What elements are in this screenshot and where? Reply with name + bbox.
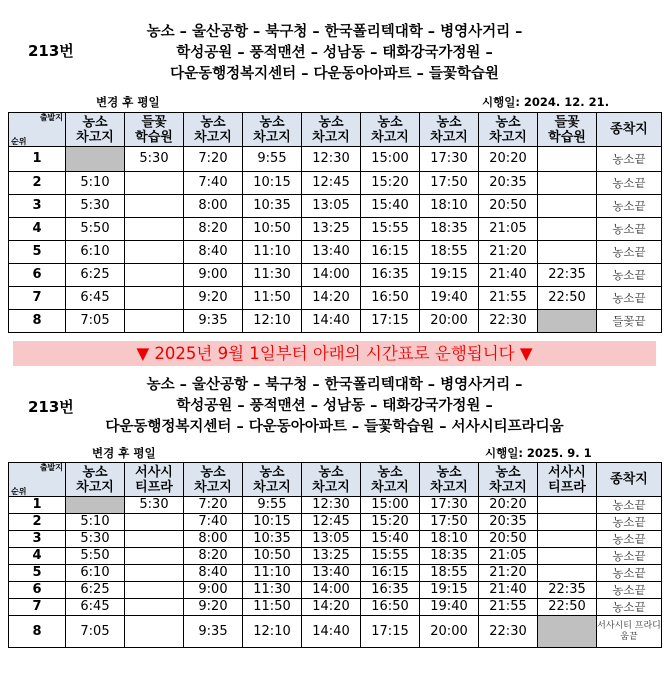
time-cell: 12:45 (302, 514, 361, 531)
time-cell: 11:50 (243, 287, 302, 310)
time-cell: 9:20 (184, 287, 243, 310)
column-header-text: 농소 (436, 464, 462, 480)
column-header-text: 차고지 (371, 479, 409, 495)
time-cell: 16:50 (361, 287, 420, 310)
time-cell: 15:20 (361, 514, 420, 531)
time-cell: 10:15 (243, 172, 302, 195)
column-header (361, 463, 420, 497)
column-header (125, 113, 184, 147)
time-cell: 14:00 (302, 582, 361, 599)
time-cell: 13:25 (302, 218, 361, 241)
column-header-text: 들꽃 (554, 114, 580, 130)
time-cell: 22:30 (479, 310, 538, 333)
time-cell (66, 497, 125, 514)
table-row (9, 599, 662, 616)
time-cell: 7:05 (66, 616, 125, 648)
destination-cell: 서사시티 프라디움끝 (597, 616, 662, 648)
row-number: 7 (9, 287, 66, 310)
time-cell: 13:25 (302, 548, 361, 565)
time-cell: 15:00 (361, 497, 420, 514)
time-cell: 9:35 (184, 616, 243, 648)
time-cell: 11:10 (243, 565, 302, 582)
time-cell: 21:55 (479, 599, 538, 616)
destination-cell: 농소끝 (597, 264, 662, 287)
time-cell: 21:20 (479, 241, 538, 264)
table-row (9, 616, 662, 648)
time-cell: 6:45 (66, 287, 125, 310)
time-cell (125, 531, 184, 548)
time-cell: 9:35 (184, 310, 243, 333)
time-cell: 21:55 (479, 287, 538, 310)
table-row (9, 497, 662, 514)
corner-header-cell (9, 113, 66, 147)
time-cell: 18:10 (420, 531, 479, 548)
route-stops-line-3: 다운동행정복지센터 – 다운동아아파트 – 들꽃학습원 (170, 66, 499, 82)
schedule-change-banner: ▼ 2025년 9월 1일부터 아래의 시간표로 운행됩니다 ▼ (13, 341, 656, 366)
time-cell: 17:30 (420, 497, 479, 514)
column-header-text: 농소 (200, 114, 226, 130)
column-header-text: 차고지 (76, 129, 114, 145)
column-header (479, 463, 538, 497)
time-cell (538, 497, 597, 514)
time-cell: 16:35 (361, 264, 420, 287)
time-cell: 14:00 (302, 264, 361, 287)
time-cell: 20:35 (479, 514, 538, 531)
time-cell (538, 531, 597, 548)
time-cell: 13:40 (302, 241, 361, 264)
time-cell (538, 147, 597, 172)
route-stops-new-line-3: 다운동행정복지센터 – 다운동아아파트 – 들꽃학습원 – 서사시티프라디움 (105, 419, 564, 435)
time-cell: 8:00 (184, 531, 243, 548)
destination-cell: 농소끝 (597, 599, 662, 616)
column-header-text: 농소 (259, 464, 285, 480)
time-cell: 12:30 (302, 147, 361, 172)
column-header-text: 농소 (377, 114, 403, 130)
column-header-text: 종착지 (610, 122, 648, 137)
time-cell: 9:00 (184, 264, 243, 287)
time-cell (538, 616, 597, 648)
route-stops-line-2: 학성공원 – 풍적맨션 – 성남동 – 태화강국가정원 – (176, 45, 493, 61)
route-stops-line-1: 농소 – 울산공항 – 북구청 – 한국폴리텍대학 – 병영사거리 – (146, 24, 523, 40)
time-cell (125, 310, 184, 333)
time-cell: 9:55 (243, 147, 302, 172)
time-cell (538, 172, 597, 195)
time-cell: 20:00 (420, 310, 479, 333)
column-header (125, 463, 184, 497)
effective-date-new: 시행일: 2025. 9. 1 (485, 446, 592, 460)
table-row (9, 565, 662, 582)
table-row (9, 218, 662, 241)
row-number: 1 (9, 497, 66, 514)
column-header-text: 차고지 (312, 129, 350, 145)
corner-departure-label: 출발지 (39, 463, 63, 472)
column-header-text: 차고지 (194, 129, 232, 145)
schedule-type-label-new: 변경 후 평일 (92, 446, 156, 460)
table-row (9, 241, 662, 264)
column-header (184, 463, 243, 497)
time-cell: 5:50 (66, 548, 125, 565)
row-number: 4 (9, 218, 66, 241)
time-cell: 17:30 (420, 147, 479, 172)
row-number: 8 (9, 310, 66, 333)
time-cell: 13:05 (302, 195, 361, 218)
column-header-text: 농소 (495, 464, 521, 480)
time-cell: 10:35 (243, 195, 302, 218)
time-cell: 14:40 (302, 616, 361, 648)
time-cell: 22:50 (538, 287, 597, 310)
time-cell: 16:15 (361, 241, 420, 264)
time-cell: 17:15 (361, 616, 420, 648)
time-cell (125, 218, 184, 241)
time-cell: 11:30 (243, 264, 302, 287)
time-cell: 5:30 (125, 497, 184, 514)
route-stops-new-line-1: 농소 – 울산공항 – 북구청 – 한국폴리텍대학 – 병영사거리 – (146, 377, 523, 393)
time-cell: 12:45 (302, 172, 361, 195)
time-cell: 16:35 (361, 582, 420, 599)
destination-cell: 농소끝 (597, 582, 662, 599)
row-number: 5 (9, 241, 66, 264)
column-header (302, 463, 361, 497)
table-row (9, 582, 662, 599)
column-header-text: 종착지 (610, 472, 648, 487)
time-cell (538, 218, 597, 241)
time-cell: 15:00 (361, 147, 420, 172)
time-cell: 21:40 (479, 264, 538, 287)
destination-cell: 농소끝 (597, 287, 662, 310)
time-cell: 20:00 (420, 616, 479, 648)
destination-cell: 농소끝 (597, 241, 662, 264)
column-header-text: 차고지 (312, 479, 350, 495)
destination-cell: 농소끝 (597, 514, 662, 531)
time-cell: 21:05 (479, 218, 538, 241)
table-row (9, 310, 662, 333)
destination-cell: 농소끝 (597, 195, 662, 218)
time-cell: 7:20 (184, 497, 243, 514)
time-cell: 19:40 (420, 599, 479, 616)
table-row (9, 147, 662, 172)
time-cell: 15:40 (361, 531, 420, 548)
column-header-text: 서사시 (548, 464, 586, 480)
time-cell: 12:10 (243, 310, 302, 333)
column-header (66, 463, 125, 497)
effective-date: 시행일: 2024. 12. 21. (482, 95, 610, 109)
row-number: 5 (9, 565, 66, 582)
time-cell: 22:35 (538, 264, 597, 287)
table-row (9, 195, 662, 218)
column-header-text: 차고지 (194, 479, 232, 495)
column-header (66, 113, 125, 147)
time-cell: 10:50 (243, 218, 302, 241)
time-cell: 13:40 (302, 565, 361, 582)
time-cell (125, 582, 184, 599)
time-cell: 10:15 (243, 514, 302, 531)
time-cell (125, 264, 184, 287)
time-cell: 17:50 (420, 172, 479, 195)
timetable-current (8, 112, 662, 333)
column-header-text: 학습원 (135, 129, 173, 145)
time-cell: 8:20 (184, 548, 243, 565)
time-cell: 20:20 (479, 147, 538, 172)
time-cell: 17:50 (420, 514, 479, 531)
time-cell: 6:45 (66, 599, 125, 616)
column-header-text: 학습원 (548, 129, 586, 145)
corner-departure-label: 출발지 (39, 113, 63, 122)
column-header-text: 차고지 (76, 479, 114, 495)
row-number: 8 (9, 616, 66, 648)
destination-cell: 농소끝 (597, 172, 662, 195)
time-cell: 6:25 (66, 264, 125, 287)
column-header (361, 113, 420, 147)
column-header (420, 113, 479, 147)
time-cell: 10:50 (243, 548, 302, 565)
time-cell (538, 310, 597, 333)
time-cell: 7:40 (184, 172, 243, 195)
time-cell: 18:35 (420, 548, 479, 565)
column-header (420, 463, 479, 497)
time-cell (66, 147, 125, 172)
time-cell: 7:20 (184, 147, 243, 172)
time-cell: 6:10 (66, 241, 125, 264)
table-row (9, 531, 662, 548)
column-header (597, 113, 662, 147)
time-cell: 16:50 (361, 599, 420, 616)
time-cell: 22:35 (538, 582, 597, 599)
time-cell (125, 548, 184, 565)
time-cell: 5:30 (125, 147, 184, 172)
time-cell: 11:50 (243, 599, 302, 616)
time-cell: 7:05 (66, 310, 125, 333)
row-number: 4 (9, 548, 66, 565)
row-number: 6 (9, 582, 66, 599)
time-cell: 11:30 (243, 582, 302, 599)
time-cell: 8:20 (184, 218, 243, 241)
column-header-text: 농소 (318, 114, 344, 130)
time-cell: 5:30 (66, 531, 125, 548)
time-cell: 20:50 (479, 531, 538, 548)
time-cell: 8:40 (184, 241, 243, 264)
time-cell: 9:00 (184, 582, 243, 599)
time-cell (125, 195, 184, 218)
column-header (302, 113, 361, 147)
time-cell: 20:50 (479, 195, 538, 218)
route-number-new: 213번 (28, 398, 74, 416)
time-cell (125, 616, 184, 648)
time-cell: 8:00 (184, 195, 243, 218)
column-header (243, 463, 302, 497)
time-cell: 20:35 (479, 172, 538, 195)
destination-cell: 들꽃끝 (597, 310, 662, 333)
time-cell: 18:10 (420, 195, 479, 218)
time-cell (125, 172, 184, 195)
time-cell (538, 565, 597, 582)
time-cell: 10:35 (243, 531, 302, 548)
time-cell (538, 241, 597, 264)
time-cell: 12:10 (243, 616, 302, 648)
column-header (597, 463, 662, 497)
row-number: 3 (9, 531, 66, 548)
time-cell: 5:30 (66, 195, 125, 218)
time-cell: 18:55 (420, 241, 479, 264)
time-cell: 15:55 (361, 218, 420, 241)
destination-cell: 농소끝 (597, 548, 662, 565)
corner-header-cell (9, 463, 66, 497)
column-header (184, 113, 243, 147)
row-number: 3 (9, 195, 66, 218)
time-cell: 17:15 (361, 310, 420, 333)
column-header-text: 농소 (436, 114, 462, 130)
time-cell: 8:40 (184, 565, 243, 582)
column-header-text: 농소 (200, 464, 226, 480)
time-cell: 22:30 (479, 616, 538, 648)
time-cell: 12:30 (302, 497, 361, 514)
corner-order-label: 순위 (11, 137, 27, 146)
row-number: 1 (9, 147, 66, 172)
table-row (9, 287, 662, 310)
row-number: 2 (9, 172, 66, 195)
time-cell: 19:15 (420, 582, 479, 599)
time-cell (125, 565, 184, 582)
time-cell: 16:15 (361, 565, 420, 582)
column-header-text: 농소 (259, 114, 285, 130)
time-cell: 21:40 (479, 582, 538, 599)
time-cell: 15:40 (361, 195, 420, 218)
time-cell: 15:20 (361, 172, 420, 195)
column-header-text: 차고지 (489, 479, 527, 495)
time-cell (125, 599, 184, 616)
destination-cell: 농소끝 (597, 531, 662, 548)
column-header-text: 티프라 (548, 479, 586, 495)
time-cell: 9:20 (184, 599, 243, 616)
column-header-text: 차고지 (430, 129, 468, 145)
time-cell (125, 241, 184, 264)
column-header-text: 농소 (377, 464, 403, 480)
destination-cell: 농소끝 (597, 497, 662, 514)
column-header-text: 차고지 (253, 479, 291, 495)
destination-cell: 농소끝 (597, 565, 662, 582)
column-header-text: 차고지 (430, 479, 468, 495)
time-cell: 19:15 (420, 264, 479, 287)
time-cell: 6:10 (66, 565, 125, 582)
schedule-type-label: 변경 후 평일 (96, 95, 160, 109)
time-cell: 9:55 (243, 497, 302, 514)
time-cell: 6:25 (66, 582, 125, 599)
time-cell: 20:20 (479, 497, 538, 514)
column-header-text: 서사시 (135, 464, 173, 480)
route-number: 213번 (28, 42, 74, 60)
time-cell: 14:20 (302, 287, 361, 310)
column-header (538, 463, 597, 497)
column-header (243, 113, 302, 147)
time-cell: 21:05 (479, 548, 538, 565)
time-cell: 7:40 (184, 514, 243, 531)
time-cell: 18:35 (420, 218, 479, 241)
column-header (538, 113, 597, 147)
column-header-text: 농소 (495, 114, 521, 130)
column-header-text: 들꽃 (141, 114, 167, 130)
time-cell: 18:55 (420, 565, 479, 582)
column-header-text: 티프라 (135, 479, 173, 495)
table-row (9, 514, 662, 531)
route-stops-new-line-2: 학성공원 – 풍적맨션 – 성남동 – 태화강국가정원 – (176, 398, 493, 414)
time-cell: 5:10 (66, 514, 125, 531)
row-number: 6 (9, 264, 66, 287)
table-row (9, 264, 662, 287)
time-cell: 5:50 (66, 218, 125, 241)
column-header-text: 차고지 (371, 129, 409, 145)
column-header-text: 농소 (82, 464, 108, 480)
time-cell: 19:40 (420, 287, 479, 310)
time-cell (125, 514, 184, 531)
time-cell: 21:20 (479, 565, 538, 582)
time-cell (538, 548, 597, 565)
time-cell (538, 195, 597, 218)
time-cell: 14:20 (302, 599, 361, 616)
row-number: 2 (9, 514, 66, 531)
time-cell: 11:10 (243, 241, 302, 264)
time-cell: 14:40 (302, 310, 361, 333)
destination-cell: 농소끝 (597, 218, 662, 241)
column-header-text: 농소 (318, 464, 344, 480)
column-header-text: 차고지 (489, 129, 527, 145)
table-row (9, 172, 662, 195)
column-header-text: 농소 (82, 114, 108, 130)
time-cell: 5:10 (66, 172, 125, 195)
row-number: 7 (9, 599, 66, 616)
column-header (479, 113, 538, 147)
column-header-text: 차고지 (253, 129, 291, 145)
time-cell: 22:50 (538, 599, 597, 616)
time-cell: 13:05 (302, 531, 361, 548)
time-cell (538, 514, 597, 531)
time-cell (125, 287, 184, 310)
corner-order-label: 순위 (11, 487, 27, 496)
time-cell: 15:55 (361, 548, 420, 565)
timetable-new (8, 462, 662, 648)
destination-cell: 농소끝 (597, 147, 662, 172)
table-row (9, 548, 662, 565)
